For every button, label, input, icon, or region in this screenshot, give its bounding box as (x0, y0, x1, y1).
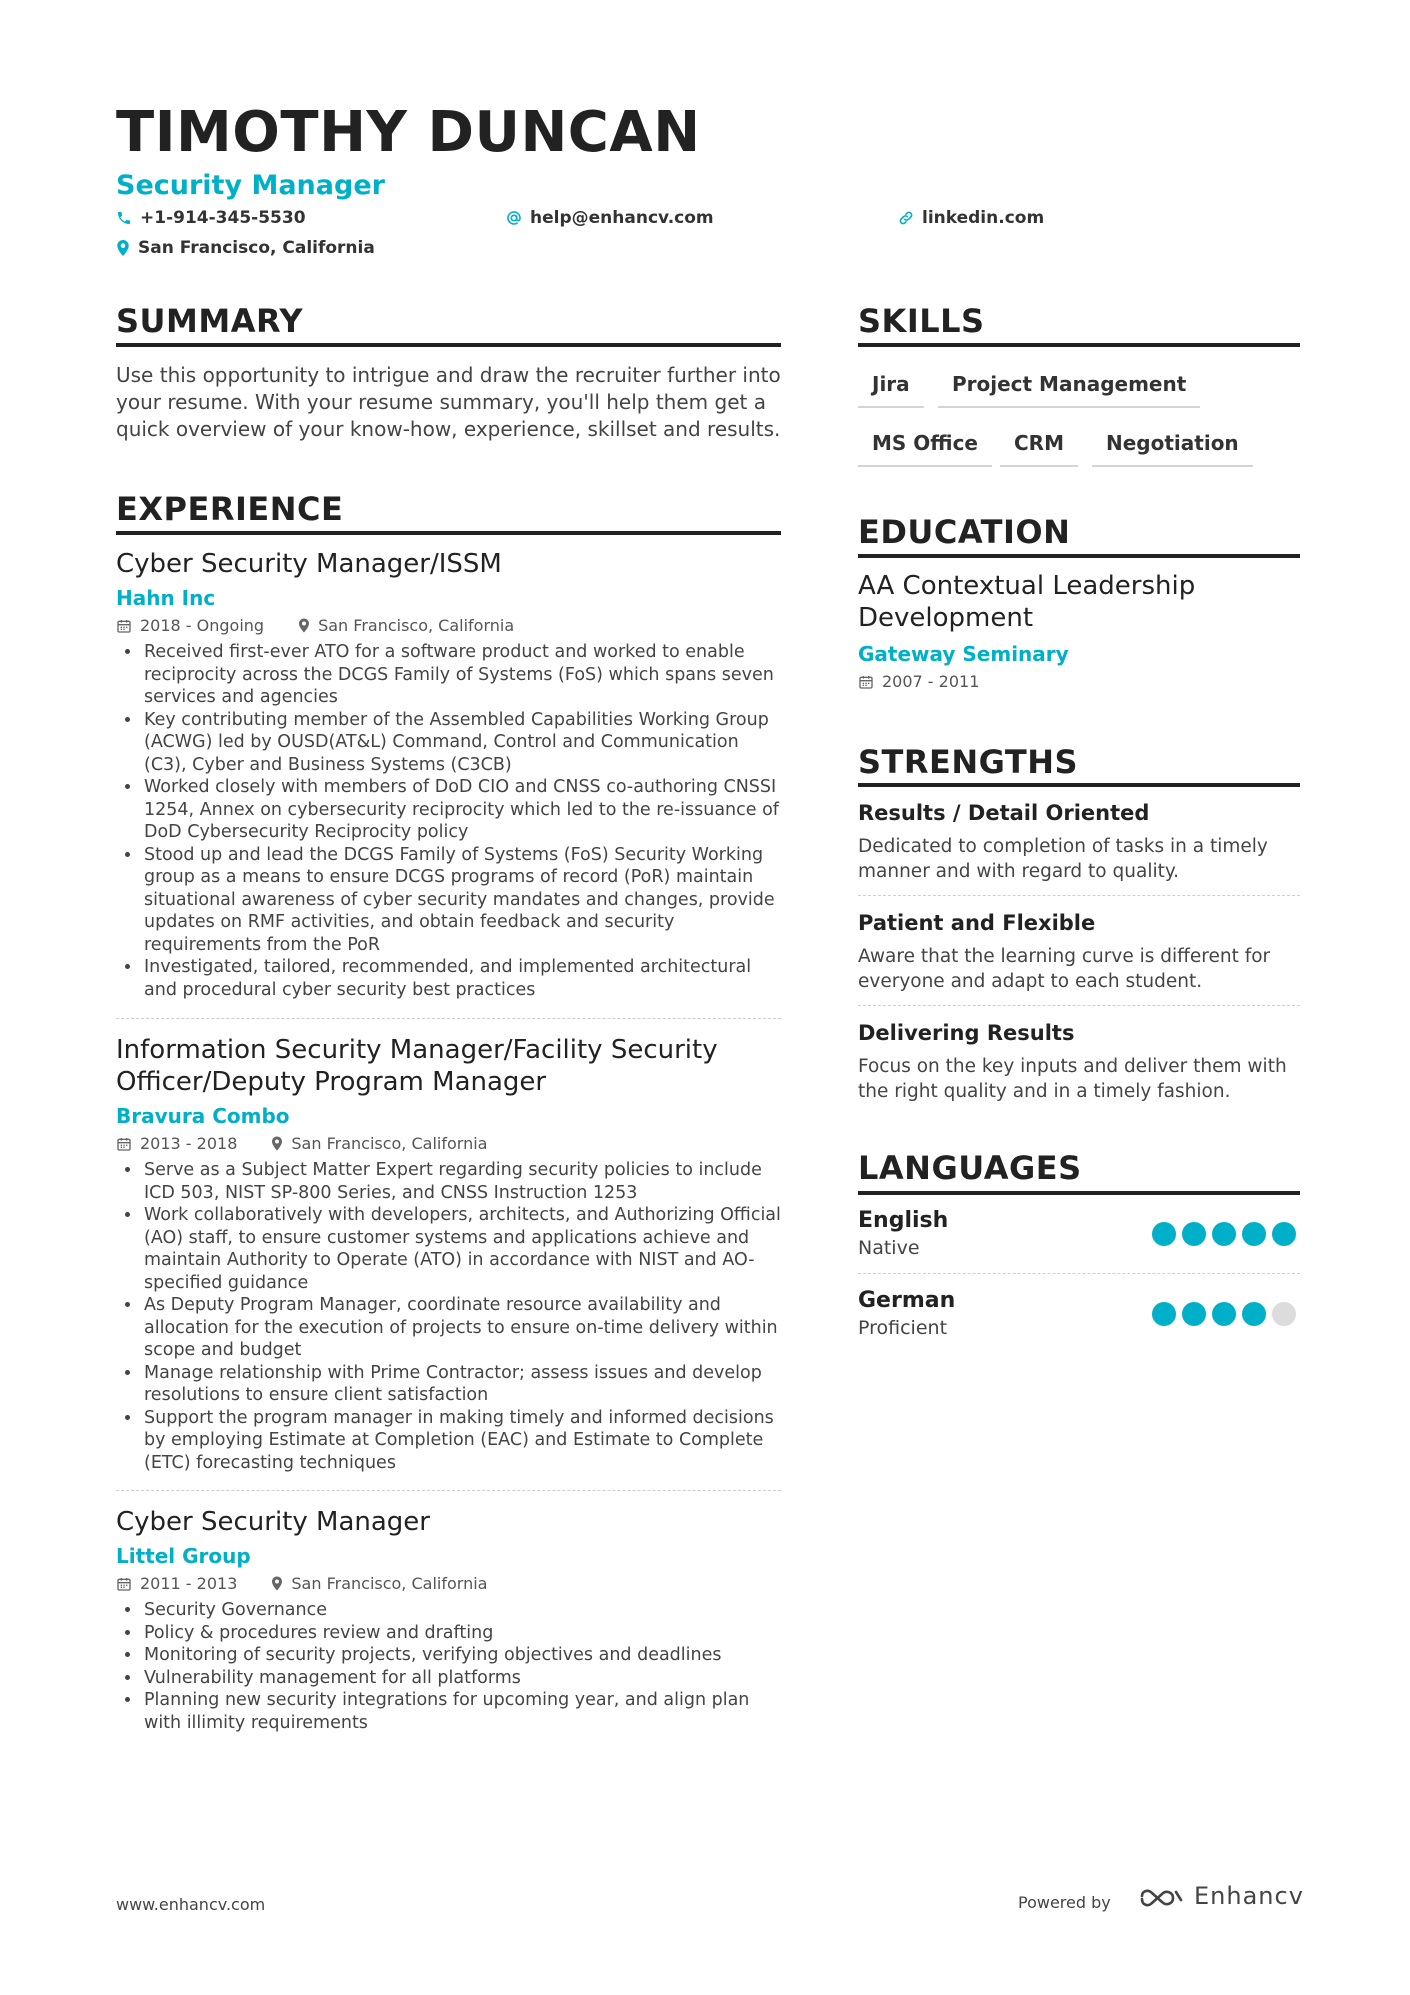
job-title: Information Security Manager/Facility Security Officer/Deputy Program Manager (116, 1035, 718, 1097)
education-school: Gateway Seminary (858, 642, 1069, 666)
rating-dot-empty (1272, 1302, 1296, 1326)
rating-dot-filled (1242, 1222, 1266, 1246)
job-company: Hahn Inc (116, 586, 216, 610)
bullet-item: • Security Governance (142, 1599, 781, 1622)
strength-title: Patient and Flexible (858, 911, 1096, 935)
strengths-heading: STRENGTHS (858, 743, 1079, 781)
bullet-item: • Work collaboratively with developers, architects, and Authorizing Official (AO) staff, to ensure customer systems and applications achieve and maintain Authority to Operate (ATO) in accordance with NIST and AO-specified guidance (142, 1204, 781, 1294)
contact-email[interactable] (506, 208, 714, 228)
bullet-item: • Investigated, tailored, recommended, and implemented architectural and procedural cyber security best practices (142, 956, 781, 1001)
contact-phone (116, 208, 306, 228)
job-company: Littel Group (116, 1544, 251, 1568)
bullet-item: • Manage relationship with Prime Contractor; assess issues and develop resolutions to ensure client satisfaction (142, 1362, 781, 1407)
rating-dot-filled (1152, 1222, 1176, 1246)
language-level: Proficient (858, 1317, 948, 1339)
rating-dot-filled (1152, 1302, 1176, 1326)
summary-rule (116, 343, 781, 347)
contact-location (116, 238, 375, 258)
strength-title: Results / Detail Oriented (858, 801, 1150, 825)
rating-dot-filled (1242, 1302, 1266, 1326)
summary-text: Use this opportunity to intrigue and draw the recruiter further into your resume. With your resume summary, you'll help them get a quick overview of your know-how, experience, skillset and results. (116, 363, 781, 441)
rating-dot-filled (1272, 1222, 1296, 1246)
candidate-name: TIMOTHY DUNCAN (116, 100, 701, 165)
skill-tag: Project Management (938, 372, 1200, 408)
job-bullets (116, 641, 781, 1001)
experience-heading: EXPERIENCE (116, 490, 344, 528)
strength-description: Dedicated to completion of tasks in a timely manner and with regard to quality. (858, 836, 1268, 882)
link-icon (898, 210, 914, 226)
brand-name: Enhancv (1194, 1882, 1304, 1910)
job-meta (116, 616, 781, 635)
skill-tag: MS Office (858, 431, 992, 467)
skills-rule (858, 343, 1300, 347)
strengths-rule (858, 783, 1300, 787)
rating-dot-filled (1212, 1222, 1236, 1246)
education-meta (858, 672, 979, 691)
divider (116, 1490, 781, 1491)
languages-rule (858, 1191, 1300, 1195)
languages-heading: LANGUAGES (858, 1149, 1082, 1187)
experience-item (116, 548, 781, 1001)
candidate-title: Security Manager (116, 170, 385, 201)
footer-brand[interactable] (1138, 1882, 1304, 1910)
job-dates: 2018 - Ongoing (140, 616, 265, 635)
job-location: San Francisco, California (291, 1574, 488, 1593)
divider (116, 1018, 781, 1019)
job-dates: 2013 - 2018 (140, 1134, 238, 1153)
email-link[interactable]: help@enhancv.com (530, 208, 714, 228)
bullet-item: • Stood up and lead the DCGS Family of Systems (FoS) Security Working group as a means to ensure DCGS programs of record (PoR) maintain situational awareness of cyber security mandates and changes, provide updates on RMF activities, and obtain feedback and security requirements from the PoR (142, 844, 781, 957)
calendar-icon (116, 1576, 132, 1592)
location-text: San Francisco, California (138, 238, 375, 258)
job-title: Cyber Security Manager (116, 1507, 430, 1537)
bullet-item: • Received first-ever ATO for a software product and worked to enable reciprocity across the DCGS Family of Systems (FoS) which spans seven services and agencies (142, 641, 781, 709)
rating-dot-filled (1182, 1222, 1206, 1246)
education-degree: AA Contextual Leadership Development (858, 571, 1196, 633)
divider (858, 1273, 1300, 1274)
calendar-icon (116, 618, 132, 634)
job-bullets (116, 1599, 781, 1734)
location-pin-icon (116, 240, 130, 256)
bullet-item: • Planning new security integrations for upcoming year, and align plan with illimity requirements (142, 1689, 781, 1734)
summary-heading: SUMMARY (116, 302, 304, 340)
at-icon (506, 210, 522, 226)
location-pin-icon (271, 1136, 283, 1151)
calendar-icon (858, 674, 874, 690)
experience-rule (116, 531, 781, 535)
bullet-item: • Policy & procedures review and drafting (142, 1622, 781, 1645)
job-company: Bravura Combo (116, 1104, 290, 1128)
divider (858, 895, 1300, 896)
bullet-item: • Key contributing member of the Assembled Capabilities Working Group (ACWG) led by OUSD(AT&L) Command, Control and Communication (C3), Cyber and Business Systems (C3CB) (142, 709, 781, 777)
bullet-item: • Worked closely with members of DoD CIO and CNSS co-authoring CNSSI 1254, Annex on cybersecurity reciprocity which led to the re-issuance of DoD Cybersecurity Reciprocity policy (142, 776, 781, 844)
strength-title: Delivering Results (858, 1021, 1075, 1045)
experience-item (116, 1506, 781, 1734)
strength-description: Aware that the learning curve is different for everyone and adapt to each student. (858, 946, 1271, 992)
rating-dot-filled (1182, 1302, 1206, 1326)
linkedin-link[interactable]: linkedin.com (922, 208, 1045, 228)
skill-tag: CRM (1000, 431, 1078, 467)
language-name: English (858, 1208, 949, 1233)
job-bullets (116, 1159, 781, 1474)
skills-heading: SKILLS (858, 302, 985, 340)
education-heading: EDUCATION (858, 513, 1071, 551)
bullet-item: • Monitoring of security projects, verifying objectives and deadlines (142, 1644, 781, 1667)
location-pin-icon (271, 1576, 283, 1591)
language-name: German (858, 1288, 956, 1313)
enhancv-logo-icon (1138, 1884, 1184, 1908)
divider (858, 1005, 1300, 1006)
rating-dot-filled (1212, 1302, 1236, 1326)
job-meta (116, 1574, 781, 1593)
phone-text: +1-914-345-5530 (140, 208, 306, 228)
bullet-item: • Serve as a Subject Matter Expert regarding security policies to include ICD 503, NIST SP-800 Series, and CNSS Instruction 1253 (142, 1159, 781, 1204)
bullet-item: • Vulnerability management for all platforms (142, 1667, 781, 1690)
bullet-item: • Support the program manager in making timely and informed decisions by employing Estimate at Completion (EAC) and Estimate to Complete (ETC) forecasting techniques (142, 1407, 781, 1475)
job-meta (116, 1134, 781, 1153)
language-rating (1152, 1302, 1296, 1326)
calendar-icon (116, 1136, 132, 1152)
job-dates: 2011 - 2013 (140, 1574, 238, 1593)
education-rule (858, 554, 1300, 558)
contact-linkedin[interactable] (898, 208, 1044, 228)
phone-icon (116, 210, 132, 226)
location-pin-icon (298, 618, 310, 633)
job-location: San Francisco, California (291, 1134, 488, 1153)
footer-powered-by: Powered by (1018, 1893, 1111, 1912)
strength-description: Focus on the key inputs and deliver them with the right quality and in a timely fashion. (858, 1056, 1287, 1102)
language-level: Native (858, 1237, 920, 1259)
language-rating (1152, 1222, 1296, 1246)
education-dates: 2007 - 2011 (882, 672, 980, 691)
bullet-item: • As Deputy Program Manager, coordinate resource availability and allocation for the execution of projects to ensure on-time delivery within scope and budget (142, 1294, 781, 1362)
experience-item (116, 1034, 781, 1474)
skill-tag: Jira (858, 372, 924, 408)
footer-website[interactable]: www.enhancv.com (116, 1895, 266, 1914)
job-title: Cyber Security Manager/ISSM (116, 549, 502, 579)
skill-tag: Negotiation (1092, 431, 1253, 467)
job-location: San Francisco, California (318, 616, 515, 635)
